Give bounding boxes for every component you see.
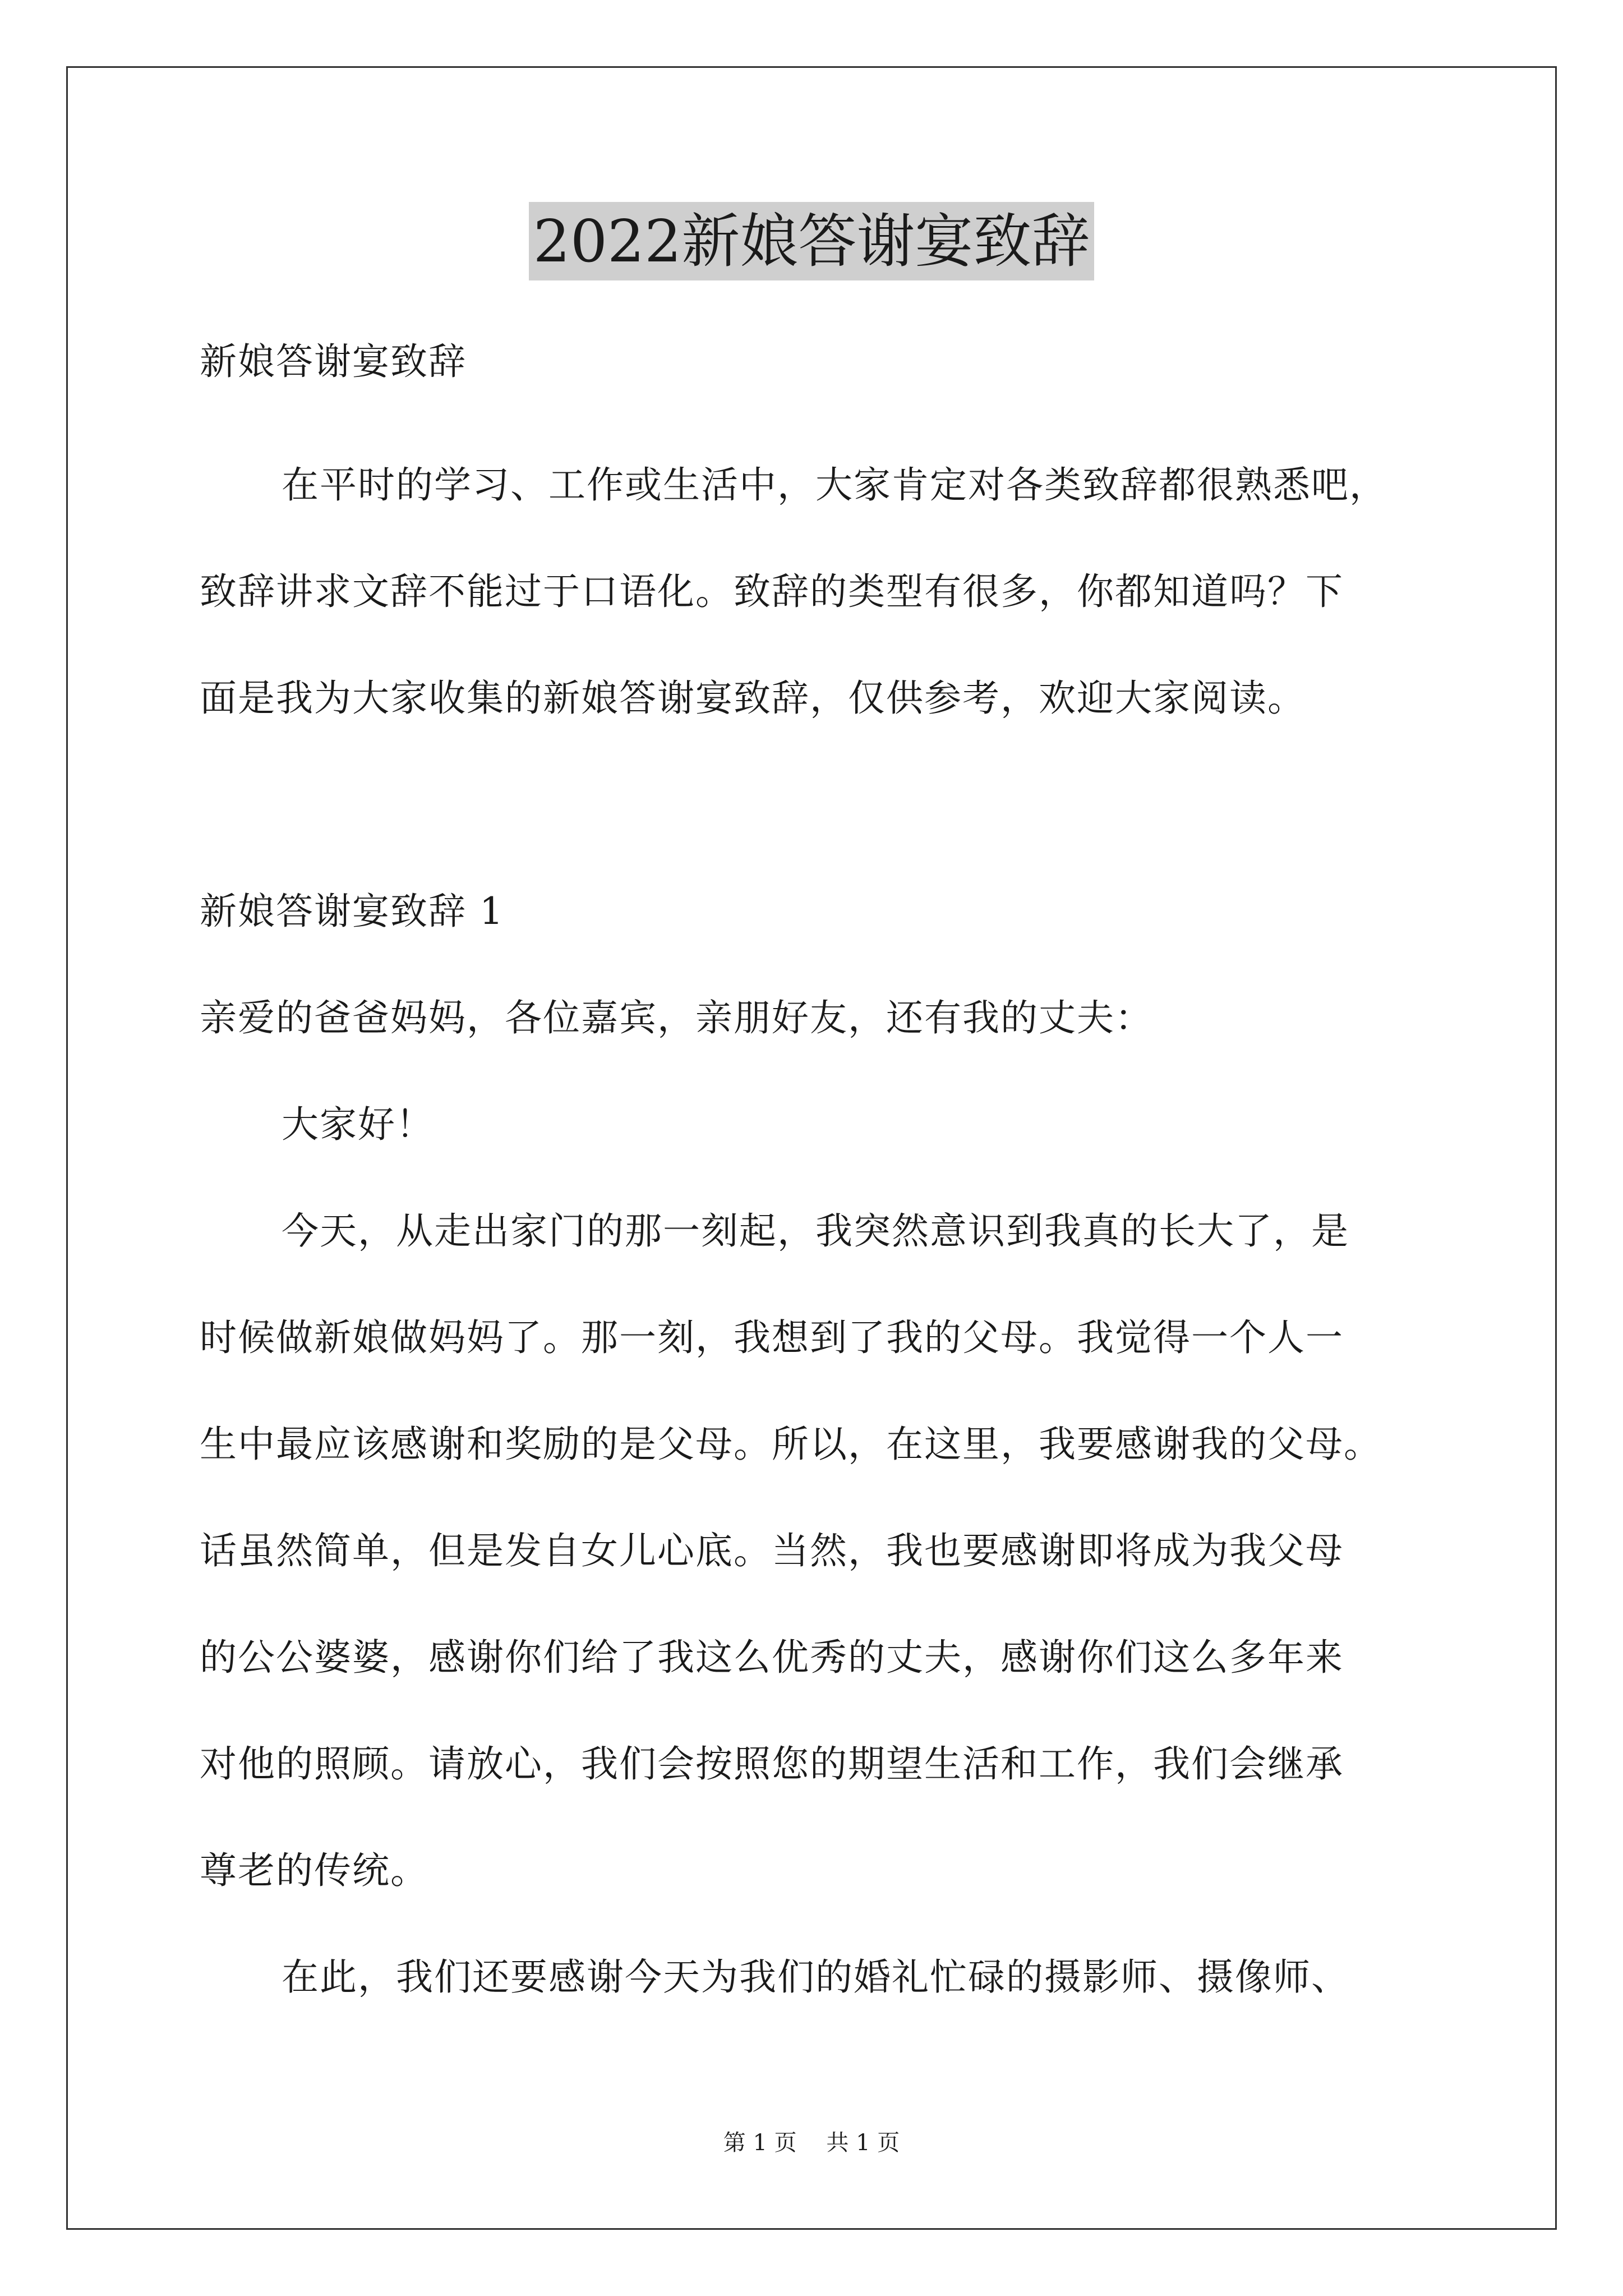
paragraph-line: 致辞讲求文辞不能过于口语化。致辞的类型有很多，你都知道吗？下 (200, 570, 1344, 613)
paragraph-line: 的公公婆婆，感谢你们给了我这么优秀的丈夫，感谢你们这么多年来 (200, 1636, 1344, 1679)
paragraph-line: 时候做新娘做妈妈了。那一刻，我想到了我的父母。我觉得一个人一 (200, 1316, 1344, 1359)
paragraph-line: 在此，我们还要感谢今天为我们的婚礼忙碌的摄影师、摄像师、 (282, 1955, 1349, 1999)
page-number: 第 1 页 (723, 2130, 797, 2156)
salutation-line: 亲爱的爸爸妈妈，各位嘉宾，亲朋好友，还有我的丈夫： (200, 996, 1153, 1039)
document-title (0, 202, 1623, 280)
paragraph-line: 对他的照顾。请放心，我们会按照您的期望生活和工作，我们会继承 (200, 1742, 1344, 1786)
section-heading: 新娘答谢宴致辞 (200, 340, 467, 383)
paragraph-line: 话虽然简单，但是发自女儿心底。当然，我也要感谢即将成为我父母 (200, 1529, 1344, 1572)
document-title-text: 2022新娘答谢宴致辞 (529, 202, 1095, 280)
section-heading: 新娘答谢宴致辞 1 (200, 890, 504, 933)
page-footer (0, 2126, 1623, 2160)
greeting-line: 大家好！ (282, 1103, 434, 1146)
paragraph-line: 尊老的传统。 (200, 1849, 428, 1892)
page-total: 共 1 页 (826, 2130, 900, 2156)
paragraph-line: 生中最应该感谢和奖励的是父母。所以，在这里，我要感谢我的父母。 (200, 1423, 1382, 1466)
paragraph-line: 在平时的学习、工作或生活中，大家肯定对各类致辞都很熟悉吧， (282, 463, 1387, 507)
paragraph-line: 今天，从走出家门的那一刻起，我突然意识到我真的长大了，是 (282, 1209, 1349, 1253)
paragraph-line: 面是我为大家收集的新娘答谢宴致辞，仅供参考，欢迎大家阅读。 (200, 677, 1306, 720)
